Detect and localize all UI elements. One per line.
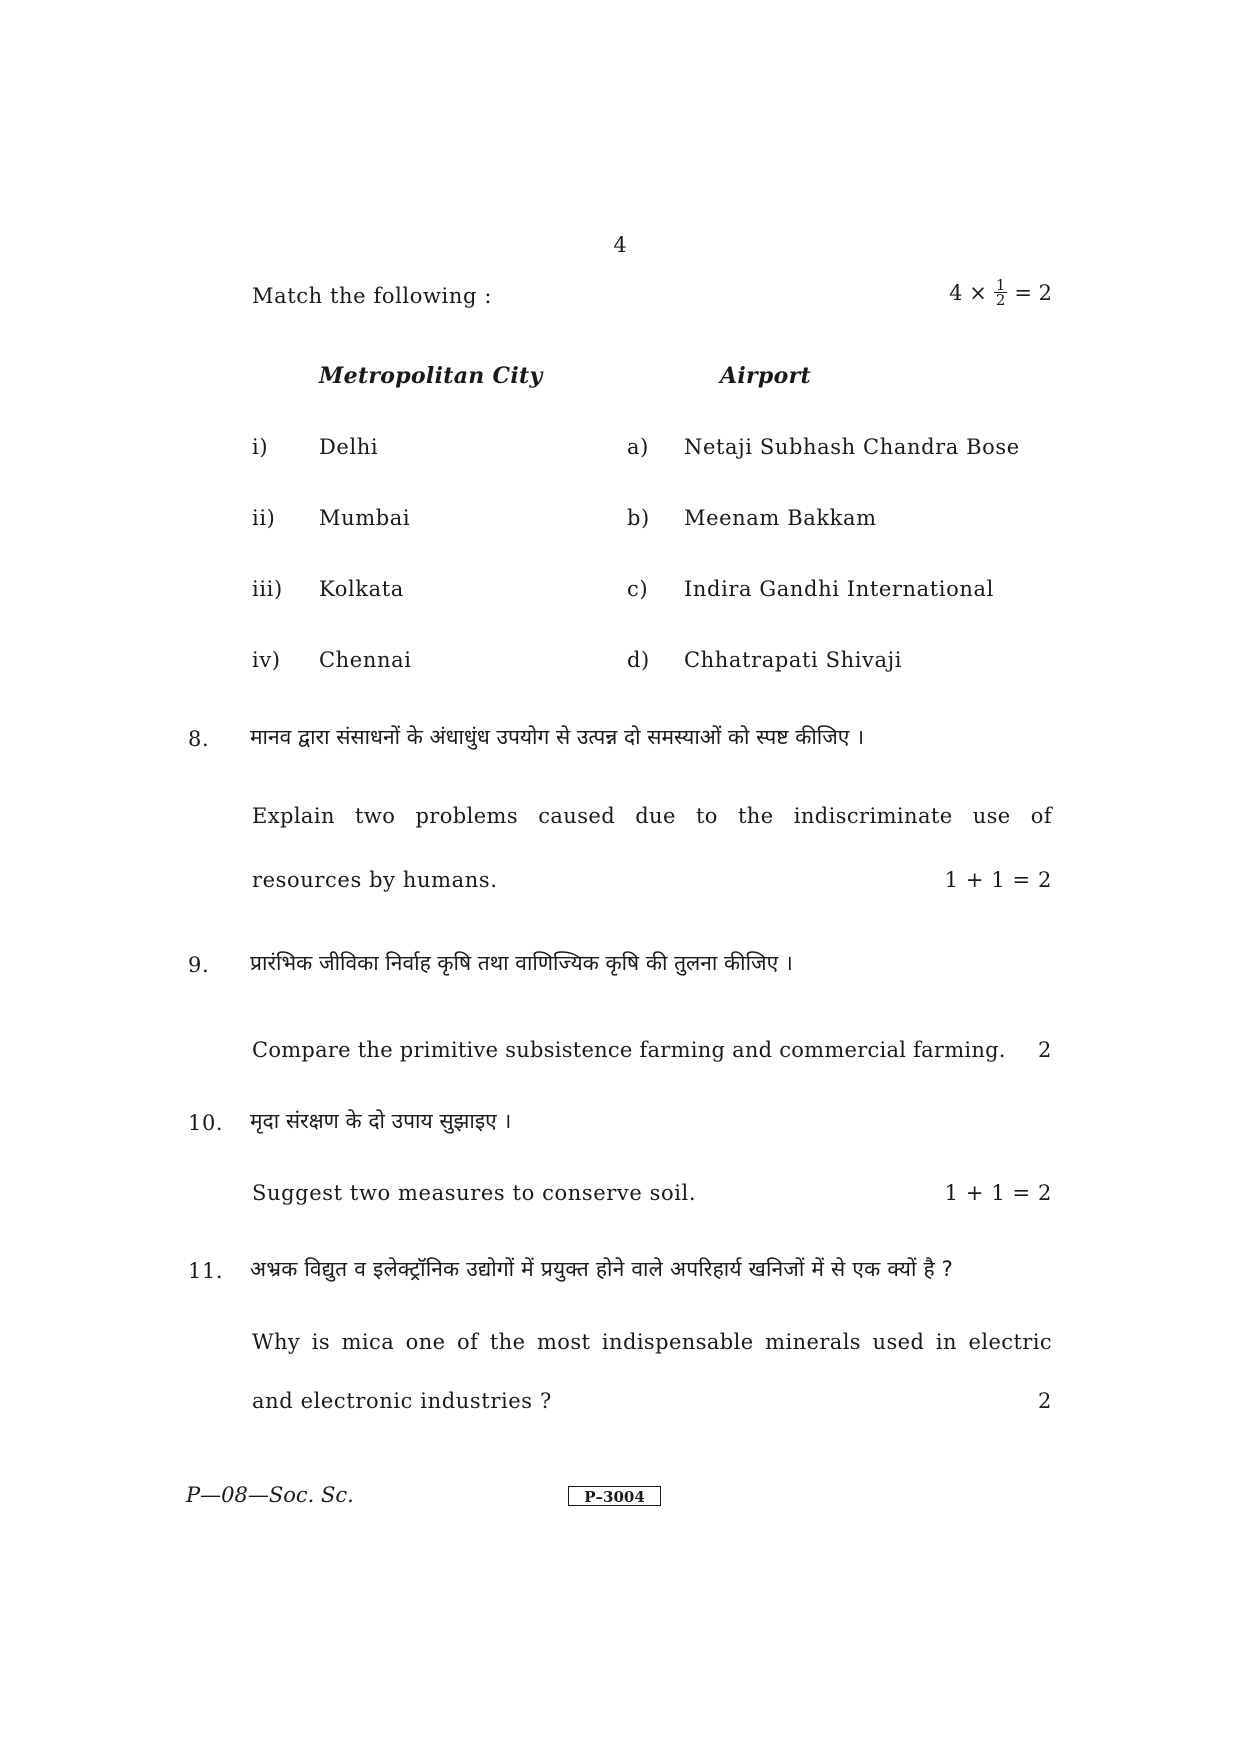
question-marks: 1 + 1 = 2: [944, 1181, 1052, 1205]
question-english: Why is mica one of the most indispensable minerals used in electric: [252, 1330, 1052, 1354]
row-letter: a): [627, 435, 649, 459]
fraction-denominator: 2: [995, 291, 1006, 309]
row-airport: Indira Gandhi International: [684, 577, 994, 601]
question-hindi: मानव द्वारा संसाधनों के अंधाधुंध उपयोग से उत्पन्न दो समस्याओं को स्पष्ट कीजिए ।: [250, 725, 865, 749]
row-airport: Chhatrapati Shivaji: [684, 648, 903, 672]
column-heading-airport: Airport: [720, 363, 811, 389]
row-airport: Netaji Subhash Chandra Bose: [684, 435, 1020, 459]
page-number: 4: [613, 233, 627, 257]
match-marks: [949, 278, 1052, 307]
row-airport: Meenam Bakkam: [684, 506, 877, 530]
row-city: Delhi: [319, 435, 379, 459]
paper-id-box: P–3004: [568, 1486, 661, 1506]
question-english: Explain two problems caused due to the indiscriminate use of: [252, 804, 1052, 828]
marks-prefix: 4 ×: [949, 280, 987, 305]
question-number: 8.: [188, 727, 210, 751]
row-city: Mumbai: [319, 506, 411, 530]
row-letter: b): [627, 506, 650, 530]
question-number: 11.: [188, 1259, 224, 1283]
question-english: Compare the primitive subsistence farming and commercial farming.: [252, 1038, 1006, 1062]
question-hindi: अभ्रक विद्युत व इलेक्ट्रॉनिक उद्योगों में प्रयुक्त होने वाले अपरिहार्य खनिजों में से एक क्यों है ?: [250, 1257, 954, 1281]
row-letter: d): [627, 648, 650, 672]
row-roman: ii): [252, 506, 276, 530]
question-number: 10.: [188, 1111, 224, 1135]
row-city: Chennai: [319, 648, 412, 672]
match-title: Match the following :: [252, 284, 492, 308]
question-hindi: प्रारंभिक जीविका निर्वाह कृषि तथा वाणिज्यिक कृषि की तुलना कीजिए ।: [250, 951, 793, 975]
row-roman: i): [252, 435, 269, 459]
row-city: Kolkata: [319, 577, 404, 601]
fraction-numerator: 1: [995, 276, 1006, 294]
question-marks: 1 + 1 = 2: [944, 868, 1052, 892]
row-roman: iii): [252, 577, 283, 601]
question-marks: 2: [1038, 1389, 1052, 1413]
question-english: Suggest two measures to conserve soil.: [252, 1181, 697, 1205]
paper-code: P—08—Soc. Sc.: [186, 1483, 354, 1507]
question-number: 9.: [188, 953, 210, 977]
half-fraction: [994, 278, 1008, 307]
question-english-continued: and electronic industries ?: [252, 1389, 552, 1413]
question-english-continued: resources by humans.: [252, 868, 498, 892]
row-roman: iv): [252, 648, 281, 672]
question-hindi: मृदा संरक्षण के दो उपाय सुझाइए ।: [250, 1109, 512, 1133]
marks-suffix: = 2: [1014, 280, 1052, 305]
row-letter: c): [627, 577, 649, 601]
question-marks: 2: [1038, 1038, 1052, 1062]
column-heading-city: Metropolitan City: [319, 363, 543, 389]
